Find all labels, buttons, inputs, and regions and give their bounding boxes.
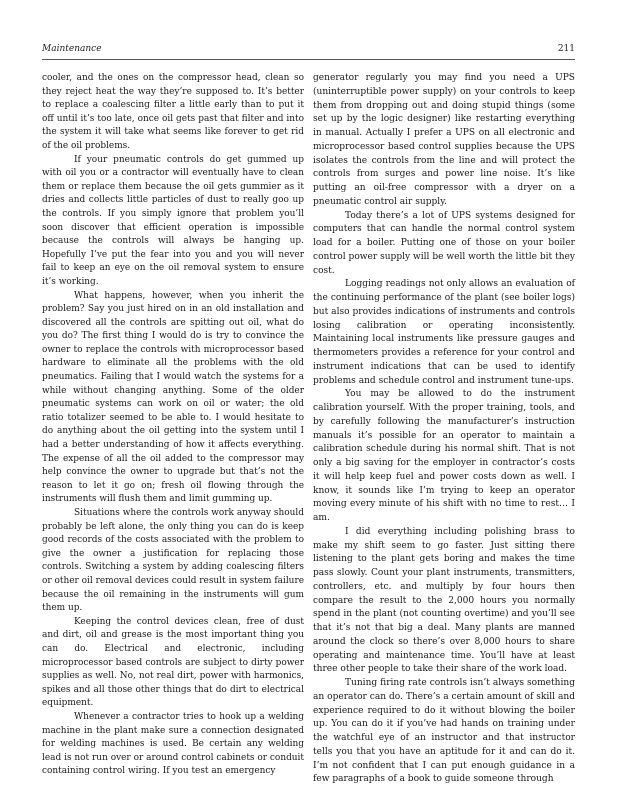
paragraph: Today there’s a lot of UPS systems designed for computers that can handle the normal control system load for a boiler. Putting one of those on your boiler control power supply will be well worth the little bit they cost. [313,210,575,276]
right-column [313,72,575,787]
paragraph: You may be allowed to do the instrument calibration yourself. With the proper training, tools, and by carefully following the manufacturer’s instruction manuals it’s possible for an operator to maintain a calibration schedule during his normal shift. That is not only a big saving for the employer in contractor’s costs it will help keep fuel and power costs down as well. I know, it sounds like I’m trying to keep an operator moving every minute of his shift with no time to rest… I am. [313,389,575,523]
paragraph: cooler, and the ones on the compressor head, clean so they reject heat the way they’re supposed to. It’s better to replace a coalescing filter a little early than to put it off until it’s too late, once oil gets past that filter and into the system it will take what seems like forever to get rid of the oil problems. [42,73,304,151]
paragraph: Keeping the control devices clean, free of dust and dirt, oil and grease is the most important thing you can do. Electrical and electronic, including microprocessor based controls are subject to dirty power supplies as well. No, not real dirt, power with harmonics, spikes and all those other things that do dirt to electrical equipment. [42,616,304,709]
paragraph: Situations where the controls work anyway should probably be left alone, the only thing you can do is keep good records of the costs associated with the problem to give the owner a justification for replacing those controls. Switching a system by adding coalescing filters or other oil removal devices could result in system failure because the oil remaining in the instruments will gum them up. [42,508,305,614]
paragraph: Logging readings not only allows an evaluation of the continuing performance of the plant (see boiler logs) but also provides indications of instruments and controls losing calibration or operating inconsistently. Maintaining local instruments like pressure gauges and thermometers provides a reference for your control and instrument indications that can be used to identify problems and schedule control and instrument tune-ups. [313,279,575,386]
paragraph: I did everything including polishing brass to make my shift seem to go faster. Just sitting there listening to the plant gets boring and makes the time pass slowly. Count your plant instruments, transmitters, controllers, etc. and multiply by four hours then compare the result to the 2,000 hours you normally spend in the plant (not counting overtime) and you’ll see that it’s not that big a deal. Many plants are manned around the clock so there’s over 8,000 hours to share operating and maintenance time. You’ll have at least three other people to take their share of the work load. [313,526,575,675]
paragraph: Tuning firing rate controls isn’t always something an operator can do. There’s a certain amount of skill and experience required to do it without blowing the boiler up. You can do it if you’ve had hands on training under the watchful eye of an instructor and that instructor tells you that you have an aptitude for it and can do it. I’m not confident that I can put enough guidance in a few paragraphs of a book to guide someone through [313,678,575,785]
paragraph: Whenever a contractor tries to hook up a welding machine in the plant make sure a connection designated for welding machines is used. Be certain any welding lead is not run over or around control cabinets or conduit containing control wiring. If you test an emergency [42,711,304,777]
header-rule [42,59,575,60]
left-column [42,72,304,779]
chapter-title: Maintenance [42,44,102,54]
paragraph: generator regularly you may find you need a UPS (uninterruptible power supply) on your controls to keep them from dropping out and doing stupid things (some set up by the logic designer) like restarting everything in manual. Actually I prefer a UPS on all electronic and microprocessor based control supplies because the UPS isolates the controls from the line and will protect the controls from surges and power line noise. It’s like putting an oil-free compressor with a dryer on a pneumatic control air supply. [313,73,575,207]
page-number: 211 [557,44,575,54]
paragraph: What happens, however, when you inherit the problem? Say you just hired on in an old installation and discovered all the controls are spitting out oil, what do you do? The first thing I would do is try to convince the owner to replace the controls with microprocessor based hardware to eliminate all the problems with the old pneumatics. Failing that I would watch the systems for a while without changing anything. Some of the older pneumatic systems can work on oil or water; the old ratio totalizer seemed to be able to. I would hesitate to do anything about the oil getting into the system until I had a better understanding of how it affects everything. The expense of all the oil added to the compressor may help convince the owner to upgrade but that’s not the reason to let it go on; fresh oil flowing through the instruments will flush them and limit gumming up. [42,290,304,505]
paragraph: If your pneumatic controls do get gummed up with oil you or a contractor will eventually have to clean them or replace them because the oil gets gummier as it dries and collects little particles of dust to really goo up the controls. If you simply ignore that problem you’ll soon discover that efficient operation is impossible because the controls will always be hanging up. Hopefully I’ve put the fear into you and you will never fail to keep an eye on the oil removal system to ensure it’s working. [42,154,304,287]
running-header [42,44,575,60]
